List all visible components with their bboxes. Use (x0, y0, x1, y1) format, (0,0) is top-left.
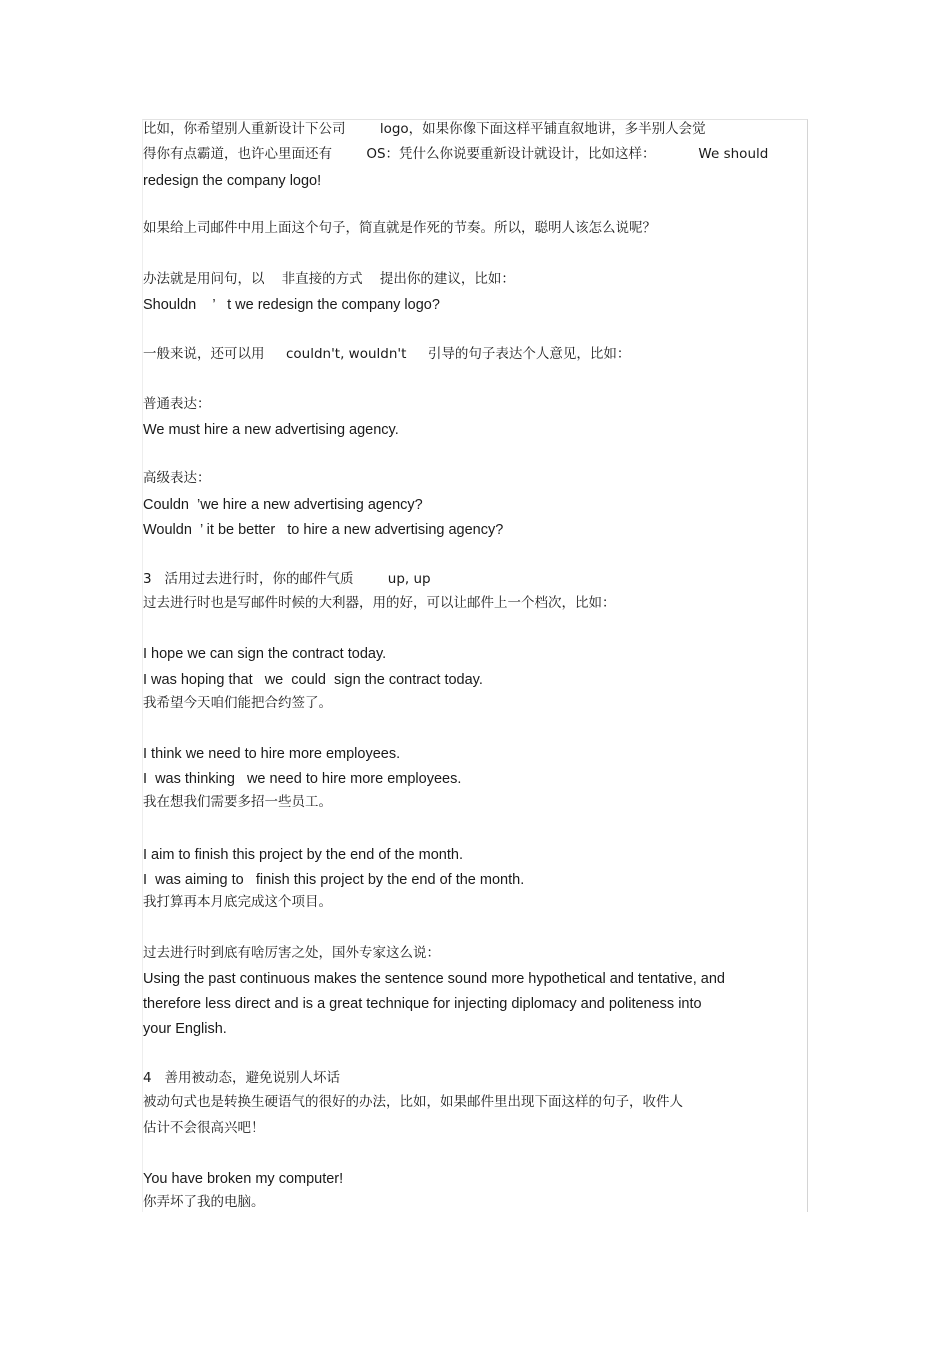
text-line: therefore less direct and is a great technique for injecting diplomacy and politeness into (143, 996, 702, 1012)
text-line: 我希望今天咱们能把合约签了。 (143, 695, 332, 711)
text-line: I was aiming to finish this project by the end of the month. (143, 872, 525, 888)
text-line: 你弄坏了我的电脑。 (143, 1194, 265, 1210)
text-line: I think we need to hire more employees. (143, 746, 401, 762)
text-line: your English. (143, 1021, 227, 1037)
text-line: I hope we can sign the contract today. (143, 646, 387, 662)
text-line: 高级表达： (143, 470, 211, 486)
text-line: I was thinking we need to hire more employees. (143, 771, 462, 787)
text-line: 估计不会很高兴吧！ (143, 1120, 265, 1136)
text-line: 比如，你希望别人重新设计下公司 logo，如果你像下面这样平铺直叙地讲，多半别人会觉 (143, 121, 706, 137)
text-line: 我打算再本月底完成这个项目。 (143, 894, 332, 910)
text-line: 过去进行时到底有啥厉害之处，国外专家这么说： (143, 945, 440, 961)
text-line: 得你有点霸道，也许心里面还有 OS：凭什么你说要重新设计就设计，比如这样： We should (143, 146, 769, 162)
text-line: Wouldn ’ it be better to hire a new advertising agency? (143, 522, 504, 538)
text-line: 我在想我们需要多招一些员工。 (143, 794, 332, 810)
text-line: 一般来说，还可以用 couldn't, wouldn't 引导的句子表达个人意见，比如： (143, 346, 631, 362)
text-line: I aim to finish this project by the end of the month. (143, 847, 463, 863)
text-line: We must hire a new advertising agency. (143, 422, 399, 438)
text-line: Shouldn ’ t we redesign the company logo? (143, 297, 440, 313)
text-line: 过去进行时也是写邮件时候的大利器，用的好，可以让邮件上一个档次，比如： (143, 595, 616, 611)
text-line: 4 善用被动态，避免说别人坏话 (143, 1070, 340, 1086)
text-line: You have broken my computer! (143, 1171, 344, 1187)
text-line: I was hoping that we could sign the contract today. (143, 672, 483, 688)
text-line: 如果给上司邮件中用上面这个句子，简直就是作死的节奏。所以，聪明人该怎么说呢？ (143, 220, 656, 236)
text-line: 办法就是用问句，以 非直接的方式 提出你的建议，比如： (143, 271, 515, 287)
text-line: Using the past continuous makes the sentence sound more hypothetical and tentative, and (143, 971, 725, 987)
text-line: 普通表达： (143, 396, 211, 412)
text-line: Couldn ’we hire a new advertising agency? (143, 497, 423, 513)
text-line: redesign the company logo! (143, 173, 322, 189)
text-line: 3 活用过去进行时，你的邮件气质 up, up (143, 571, 431, 587)
text-line: 被动句式也是转换生硬语气的很好的办法，比如，如果邮件里出现下面这样的句子，收件人 (143, 1094, 683, 1110)
